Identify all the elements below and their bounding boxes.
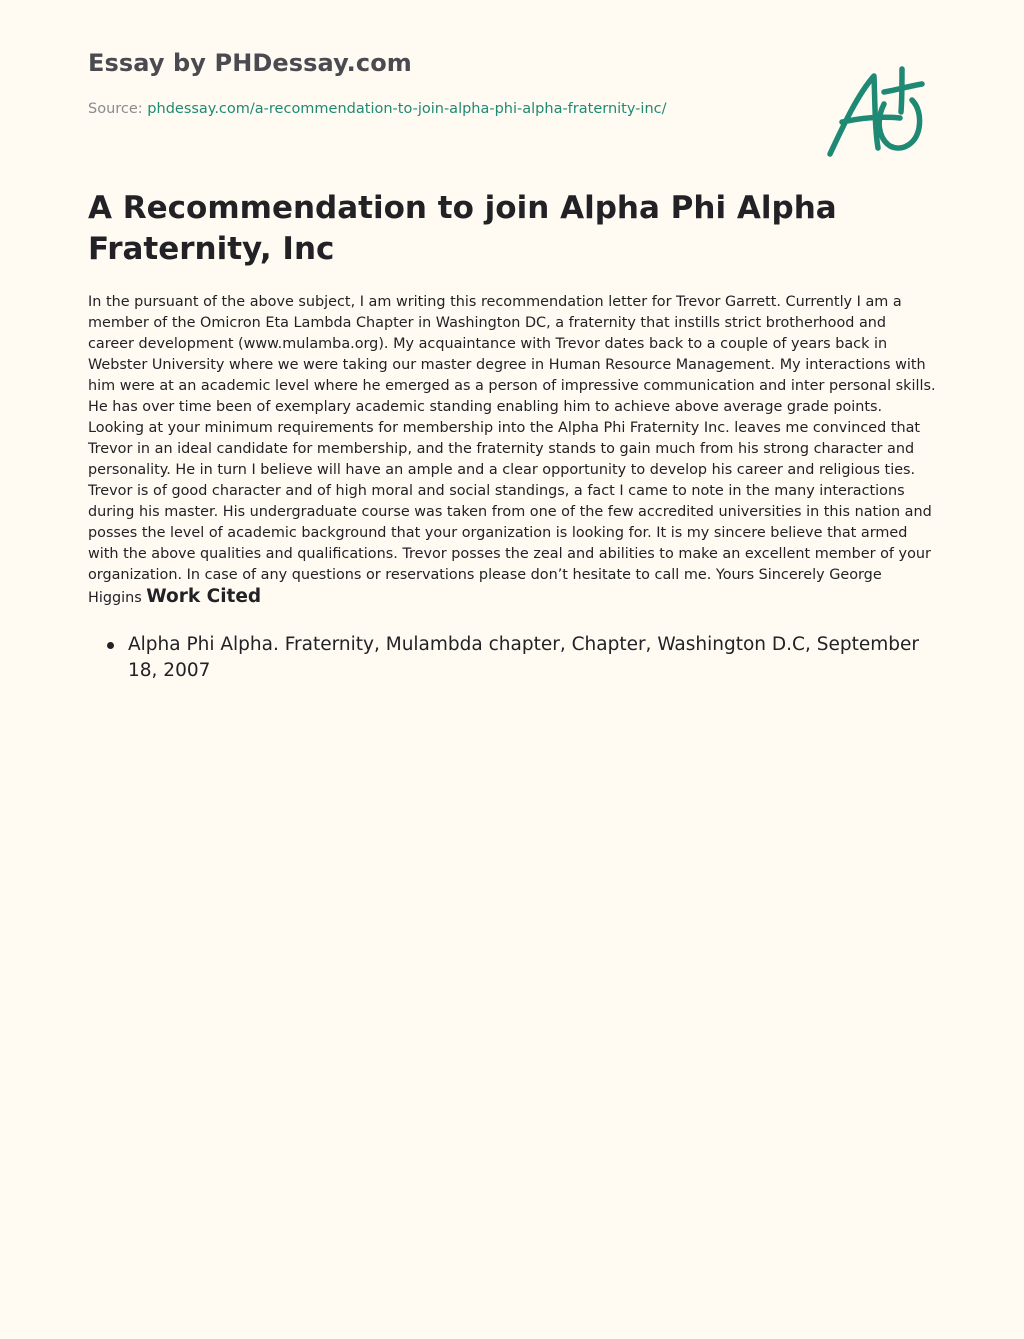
a-plus-logo <box>822 64 928 162</box>
document-title: A Recommendation to join Alpha Phi Alpha Fraternity, Inc <box>88 190 837 267</box>
citation-item <box>88 632 936 684</box>
works-cited-list <box>88 632 936 684</box>
site-title: Essay by PHDessay.com <box>88 49 412 77</box>
works-cited-heading: Work Cited <box>146 586 262 607</box>
citation-text: Alpha Phi Alpha. Fraternity, Mulambda chapter, Chapter, Washington D.C, September 18, 2007 <box>128 634 919 681</box>
source-link[interactable]: phdessay.com/a-recommendation-to-join-alpha-phi-alpha-fraternity-inc/ <box>147 101 667 117</box>
source-line <box>88 101 667 117</box>
bullet-icon <box>107 642 114 649</box>
signature: Yours Sincerely George Higgins <box>88 567 882 606</box>
essay-body <box>88 292 936 609</box>
source-label: Source: <box>88 101 143 117</box>
essay-paragraph: In the pursuant of the above subject, I am writing this recommendation letter for Trevor Garrett. Currently I am a member of the Omicron Eta Lambda Chapter in Washington DC, a fraternity that instills strict brotherhood and career development (www.mulamba.org). My acquaintance with Trevor dates back to a couple of years back in Webster University where we were taking our master degree in Human Resource Management. My interactions with him were at an academic level where he emerged as a person of impressive communication and inter personal skills. He has over time been of exemplary academic standing enabling him to achieve above average grade points. Looking at your minimum requirements for membership into the Alpha Phi Fraternity Inc. leaves me convinced that Trevor in an ideal candidate for membership, and the fraternity stands to gain much from his strong character and personality. He in turn I believe will have an ample and a clear opportunity to develop his career and religious ties. Trevor is of good character and of high moral and social standings, a fact I came to note in the many interactions during his master. His undergraduate course was taken from one of the few accredited universities in this nation and posses the level of academic background that your organization is looking for. It is my sincere believe that armed with the above qualities and qualifications. Trevor posses the zeal and abilities to make an excellent member of your organization. In case of any questions or reservations please don’t hesitate to call me. <box>88 294 936 583</box>
